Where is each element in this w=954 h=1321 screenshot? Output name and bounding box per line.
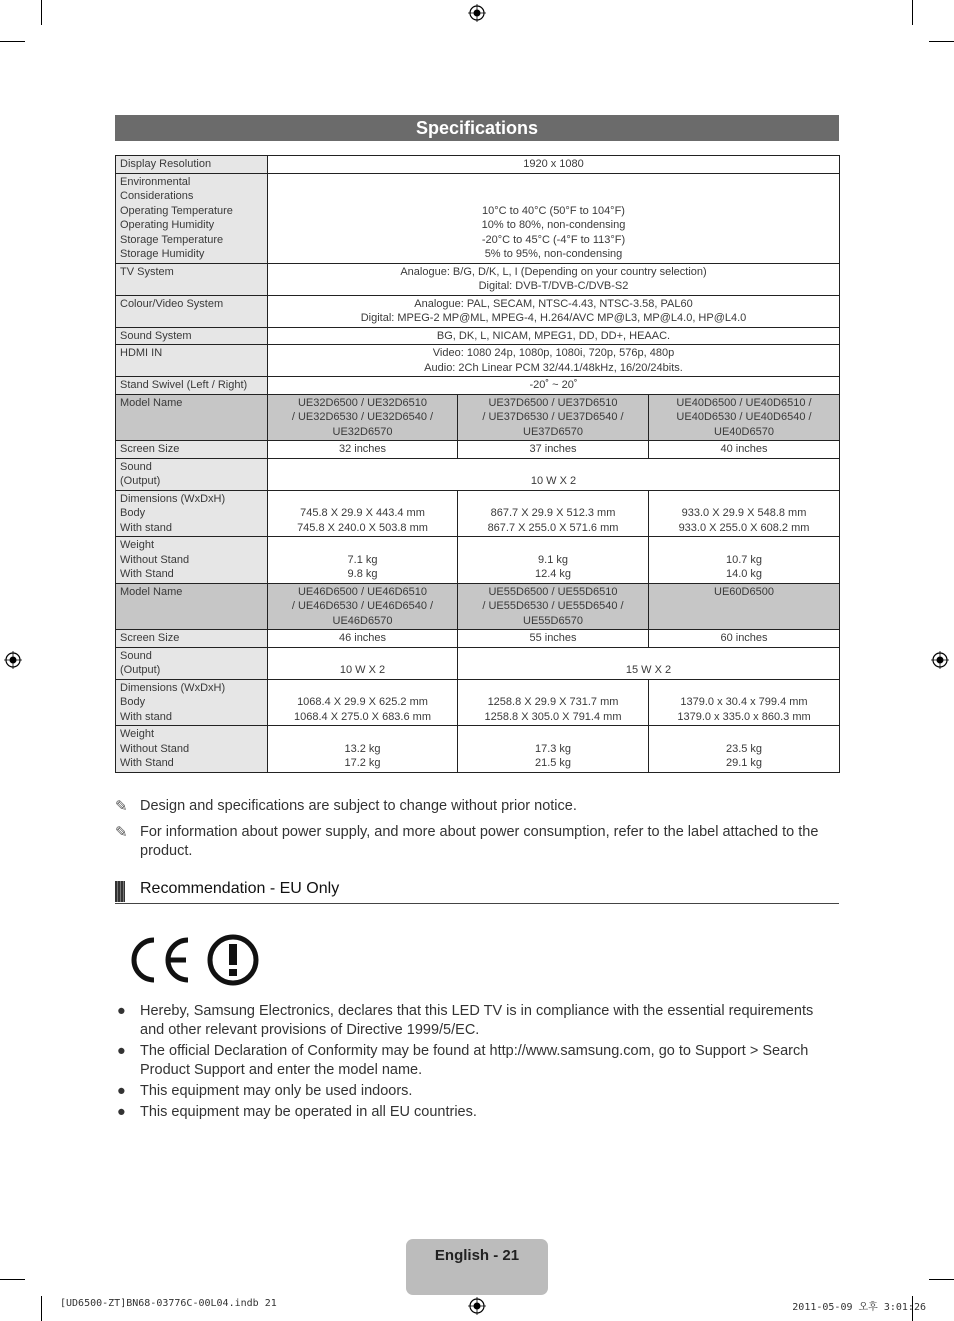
screen-size-cell: 55 inches bbox=[458, 630, 649, 648]
pencil-icon: ✎ bbox=[115, 824, 128, 841]
bullet-icon: ● bbox=[117, 1104, 126, 1120]
row-label: Weight Without Stand With Stand bbox=[116, 726, 268, 773]
crop-mark bbox=[0, 41, 25, 42]
table-row bbox=[116, 647, 840, 679]
sound-cell: 10 W X 2 bbox=[268, 458, 840, 490]
registration-mark-icon bbox=[468, 4, 486, 22]
dimensions-cell: 745.8 X 29.9 X 443.4 mm 745.8 X 240.0 X 503.8 mm bbox=[268, 490, 458, 537]
row-value: Analogue: PAL, SECAM, NTSC-4.43, NTSC-3.58, PAL60 Digital: MPEG-2 MP@ML, MPEG-4, H.264/AVC MP@L3, MP@L4.0, HP@L4.0 bbox=[268, 295, 840, 327]
row-label: Model Name bbox=[116, 394, 268, 441]
crop-mark bbox=[41, 0, 42, 25]
table-row bbox=[116, 583, 840, 630]
row-value: 10°C to 40°C (50°F to 104°F) 10% to 80%, non-condensing -20°C to 45°C (-4°F to 113°F) 5% to 95%, non-condensing bbox=[268, 173, 840, 263]
crop-mark bbox=[929, 41, 954, 42]
row-value: Analogue: B/G, D/K, L, I (Depending on your country selection) Digital: DVB-T/DVB-C/DVB-S2 bbox=[268, 263, 840, 295]
heading-bar bbox=[115, 881, 125, 902]
note bbox=[115, 797, 839, 816]
weight-cell: 17.3 kg 21.5 kg bbox=[458, 726, 649, 773]
table-row bbox=[116, 263, 840, 295]
model-cell: UE46D6500 / UE46D6510 / UE46D6530 / UE46D6540 / UE46D6570 bbox=[268, 583, 458, 630]
bullet-icon: ● bbox=[117, 1003, 126, 1019]
list-item: ● Hereby, Samsung Electronics, declares that this LED TV is in compliance with the essential requirements and other relevant provisions of Directive 1999/5/EC. bbox=[117, 1003, 814, 1038]
page-number-tab: English - 21 bbox=[406, 1239, 548, 1295]
table-row bbox=[116, 490, 840, 537]
ce-c-icon bbox=[134, 940, 154, 980]
row-label: Screen Size bbox=[116, 441, 268, 459]
row-label: Dimensions (WxDxH) Body With stand bbox=[116, 490, 268, 537]
list-item: ● This equipment may only be used indoors. bbox=[117, 1083, 413, 1099]
list-item: ● The official Declaration of Conformity may be found at http://www.samsung.com, go to Support > Search Product Support and enter the model name. bbox=[117, 1043, 809, 1078]
row-label: HDMI IN bbox=[116, 345, 268, 377]
table-row bbox=[116, 458, 840, 490]
registration-mark-icon bbox=[4, 651, 22, 669]
weight-cell: 7.1 kg 9.8 kg bbox=[268, 537, 458, 584]
screen-size-cell: 32 inches bbox=[268, 441, 458, 459]
model-cell: UE32D6500 / UE32D6510 / UE32D6530 / UE32D6540 / UE32D6570 bbox=[268, 394, 458, 441]
pencil-icon: ✎ bbox=[115, 798, 128, 815]
note bbox=[115, 823, 839, 861]
registration-mark-icon bbox=[931, 651, 949, 669]
ce-e-icon bbox=[166, 940, 188, 980]
row-label: Colour/Video System bbox=[116, 295, 268, 327]
note-text: Design and specifications are subject to change without prior notice. bbox=[140, 798, 577, 814]
screen-size-cell: 60 inches bbox=[649, 630, 840, 648]
row-value: 1920 x 1080 bbox=[268, 156, 840, 174]
model-cell: UE55D6500 / UE55D6510 / UE55D6530 / UE55D6540 / UE55D6570 bbox=[458, 583, 649, 630]
dimensions-cell: 1379.0 x 30.4 x 799.4 mm 1379.0 x 335.0 x 860.3 mm bbox=[649, 679, 840, 726]
crop-mark bbox=[929, 1279, 954, 1280]
table-row bbox=[116, 345, 840, 377]
table-row bbox=[116, 173, 840, 263]
row-label: Model Name bbox=[116, 583, 268, 630]
bullet-icon: ● bbox=[117, 1083, 126, 1099]
row-label: Screen Size bbox=[116, 630, 268, 648]
weight-cell: 13.2 kg 17.2 kg bbox=[268, 726, 458, 773]
table-row bbox=[116, 394, 840, 441]
model-cell: UE60D6500 bbox=[649, 583, 840, 630]
bullet-icon: ● bbox=[117, 1043, 126, 1059]
weight-cell: 9.1 kg 12.4 kg bbox=[458, 537, 649, 584]
row-label: Sound (Output) bbox=[116, 458, 268, 490]
weight-cell: 23.5 kg 29.1 kg bbox=[649, 726, 840, 773]
screen-size-cell: 37 inches bbox=[458, 441, 649, 459]
table-row bbox=[116, 295, 840, 327]
crop-mark bbox=[41, 1296, 42, 1321]
dimensions-cell: 1258.8 X 29.9 X 731.7 mm 1258.8 X 305.0 X 791.4 mm bbox=[458, 679, 649, 726]
table-row bbox=[116, 679, 840, 726]
list-item: ● This equipment may be operated in all EU countries. bbox=[117, 1104, 477, 1120]
row-value: -20˚ ~ 20˚ bbox=[268, 377, 840, 395]
row-label: Environmental Considerations Operating Temperature Operating Humidity Storage Temperature Storage Humidity bbox=[116, 173, 268, 263]
model-cell: UE37D6500 / UE37D6510 / UE37D6530 / UE37D6540 / UE37D6570 bbox=[458, 394, 649, 441]
registration-mark-icon bbox=[468, 1297, 486, 1315]
table-row bbox=[116, 537, 840, 584]
section-heading-text: Recommendation - EU Only bbox=[140, 880, 340, 897]
section-heading bbox=[115, 879, 839, 904]
row-label: Stand Swivel (Left / Right) bbox=[116, 377, 268, 395]
model-cell: UE40D6500 / UE40D6510 / UE40D6530 / UE40D6540 / UE40D6570 bbox=[649, 394, 840, 441]
crop-mark bbox=[0, 1279, 25, 1280]
notes bbox=[115, 797, 839, 868]
dimensions-cell: 1068.4 X 29.9 X 625.2 mm 1068.4 X 275.0 X 683.6 mm bbox=[268, 679, 458, 726]
specifications-table bbox=[115, 155, 840, 773]
table-row bbox=[116, 441, 840, 459]
row-label: Sound System bbox=[116, 327, 268, 345]
row-label: Sound (Output) bbox=[116, 647, 268, 679]
table-row bbox=[116, 726, 840, 773]
row-value: BG, DK, L, NICAM, MPEG1, DD, DD+, HEAAC. bbox=[268, 327, 840, 345]
page-title: Specifications bbox=[115, 115, 839, 141]
ce-alert-mark-icon bbox=[116, 932, 264, 988]
sound-cell: 10 W X 2 bbox=[268, 647, 458, 679]
row-value: Video: 1080 24p, 1080p, 1080i, 720p, 576p, 480p Audio: 2Ch Linear PCM 32/44.1/48kHz, 16/20/24bits. bbox=[268, 345, 840, 377]
row-label: Dimensions (WxDxH) Body With stand bbox=[116, 679, 268, 726]
dimensions-cell: 933.0 X 29.9 X 548.8 mm 933.0 X 255.0 X 608.2 mm bbox=[649, 490, 840, 537]
screen-size-cell: 46 inches bbox=[268, 630, 458, 648]
compliance-list bbox=[115, 1002, 839, 1124]
weight-cell: 10.7 kg 14.0 kg bbox=[649, 537, 840, 584]
slug-file-info: [UD6500-ZT]BN68-03776C-00L04.indb 21 bbox=[60, 1298, 277, 1309]
note-text: For information about power supply, and more about power consumption, refer to the label attached to the product. bbox=[140, 824, 819, 859]
row-label: Weight Without Stand With Stand bbox=[116, 537, 268, 584]
table-row bbox=[116, 156, 840, 174]
crop-mark bbox=[912, 0, 913, 25]
row-label: Display Resolution bbox=[116, 156, 268, 174]
row-label: TV System bbox=[116, 263, 268, 295]
table-row bbox=[116, 377, 840, 395]
screen-size-cell: 40 inches bbox=[649, 441, 840, 459]
dimensions-cell: 867.7 X 29.9 X 512.3 mm 867.7 X 255.0 X 571.6 mm bbox=[458, 490, 649, 537]
table-row bbox=[116, 630, 840, 648]
sound-cell: 15 W X 2 bbox=[458, 647, 840, 679]
table-row bbox=[116, 327, 840, 345]
slug-timestamp: 2011-05-09 오후 3:01:26 bbox=[792, 1302, 926, 1313]
